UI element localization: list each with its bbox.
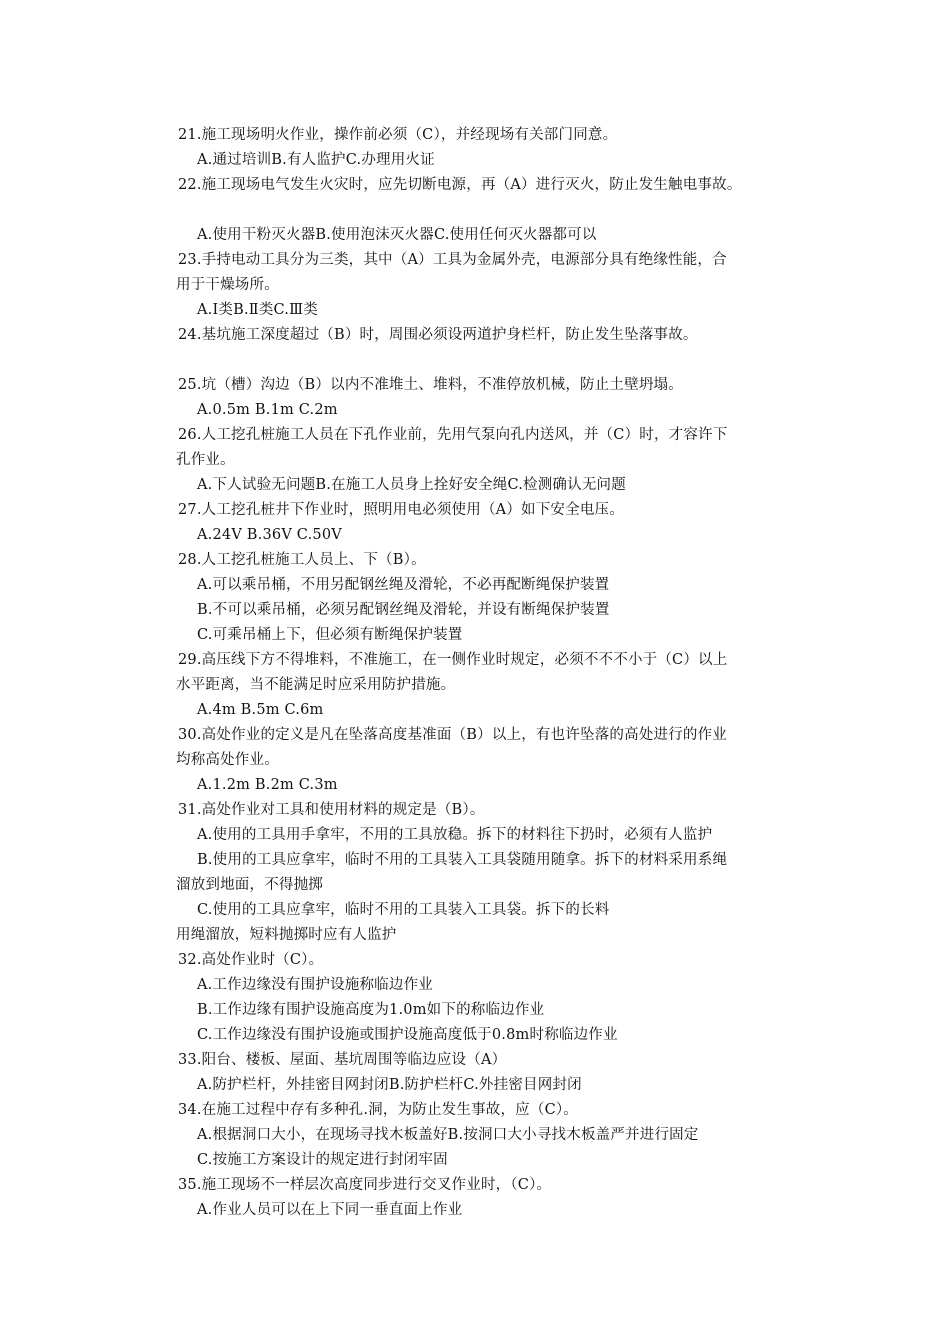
question-35: 35.施工现场不一样层次高度同步进行交叉作业时，（C）。: [178, 1177, 552, 1193]
question-35-option-a: A.作业人员可以在上下同一垂直面上作业: [197, 1202, 463, 1218]
question-21-options: A.通过培训B.有人监护C.办理用火证: [197, 152, 435, 168]
question-26-options: A.下人试验无问题B.在施工人员身上拴好安全绳C.检测确认无问题: [197, 477, 626, 493]
question-33-options: A.防护栏杆，外挂密目网封闭B.防护栏杆C.外挂密目网封闭: [197, 1077, 582, 1093]
question-23-options: A.Ⅰ类B.Ⅱ类C.Ⅲ类: [197, 302, 318, 318]
question-28-option-a: A.可以乘吊桶，不用另配钢丝绳及滑轮，不必再配断绳保护装置: [197, 577, 610, 593]
question-26: 26.人工挖孔桩施工人员在下孔作业前，先用气泵向孔内送风，并（C）时，才容许下: [178, 427, 728, 443]
question-32-option-c: C.工作边缘没有围护设施或围护设施高度低于0.8m时称临边作业: [197, 1027, 618, 1043]
question-32: 32.高处作业时（C）。: [178, 952, 324, 968]
question-29: 29.高压线下方不得堆料，不准施工，在一侧作业时规定，必须不不不小于（C）以上: [178, 652, 728, 668]
question-33: 33.阳台、楼板、屋面、基坑周围等临边应设（A）: [178, 1052, 507, 1068]
question-31-option-c: C.使用的工具应拿牢，临时不用的工具装入工具袋。拆下的长料: [197, 902, 610, 918]
question-31-option-c-continued: 用绳溜放，短料抛掷时应有人监护: [176, 927, 397, 943]
question-30-options: A.1.2m B.2m C.3m: [197, 777, 338, 793]
question-23: 23.手持电动工具分为三类，其中（A）工具为金属外壳，电源部分具有绝缘性能，合: [178, 252, 727, 268]
question-32-option-a: A.工作边缘没有围护设施称临边作业: [197, 977, 433, 993]
question-31-option-b: B.使用的工具应拿牢，临时不用的工具装入工具袋随用随拿。拆下的材料采用系绳: [197, 852, 728, 868]
question-31-option-a: A.使用的工具用手拿牢，不用的工具放稳。拆下的材料往下扔时，必须有人监护: [197, 827, 713, 843]
question-28-option-c: C.可乘吊桶上下，但必须有断绳保护装置: [197, 627, 463, 643]
question-22: 22.施工现场电气发生火灾时，应先切断电源，再（A）进行灭火，防止发生触电事故。: [178, 177, 742, 193]
question-27: 27.人工挖孔桩井下作业时，照明用电必须使用（A）如下安全电压。: [178, 502, 624, 518]
question-30-continued: 均称高处作业。: [176, 752, 279, 768]
question-29-options: A.4m B.5m C.6m: [197, 702, 324, 718]
question-34-option-c: C.按施工方案设计的规定进行封闭牢固: [197, 1152, 448, 1168]
question-32-option-b: B.工作边缘有围护设施高度为1.0m如下的称临边作业: [197, 1002, 545, 1018]
question-24: 24.基坑施工深度超过（B）时，周围必须设两道护身栏杆，防止发生坠落事故。: [178, 327, 698, 343]
question-21: 21.施工现场明火作业，操作前必须（C），并经现场有关部门同意。: [178, 127, 618, 143]
question-31: 31.高处作业对工具和使用材料的规定是（B）。: [178, 802, 485, 818]
question-28: 28.人工挖孔桩施工人员上、下（B）。: [178, 552, 426, 568]
question-22-options: A.使用干粉灭火器B.使用泡沫灭火器C.使用任何灭火器都可以: [197, 227, 597, 243]
question-34-options: A.根据洞口大小，在现场寻找木板盖好B.按洞口大小寻找木板盖严并进行固定: [197, 1127, 699, 1143]
question-31-option-b-continued: 溜放到地面，不得抛掷: [176, 877, 323, 893]
question-30: 30.高处作业的定义是凡在坠落高度基准面（B）以上，有也许坠落的高处进行的作业: [178, 727, 728, 743]
question-25-options: A.0.5m B.1m C.2m: [197, 402, 338, 418]
question-29-continued: 水平距离，当不能满足时应采用防护措施。: [176, 677, 456, 693]
question-27-options: A.24V B.36V C.50V: [197, 527, 342, 543]
question-28-option-b: B.不可以乘吊桶，必须另配钢丝绳及滑轮，并设有断绳保护装置: [197, 602, 610, 618]
question-25: 25.坑（槽）沟边（B）以内不准堆土、堆料，不准停放机械，防止土壁坍塌。: [178, 377, 683, 393]
question-26-continued: 孔作业。: [176, 452, 235, 468]
question-23-continued: 用于干燥场所。: [176, 277, 279, 293]
question-34: 34.在施工过程中存有多种孔.洞，为防止发生事故，应（C）。: [178, 1102, 579, 1118]
